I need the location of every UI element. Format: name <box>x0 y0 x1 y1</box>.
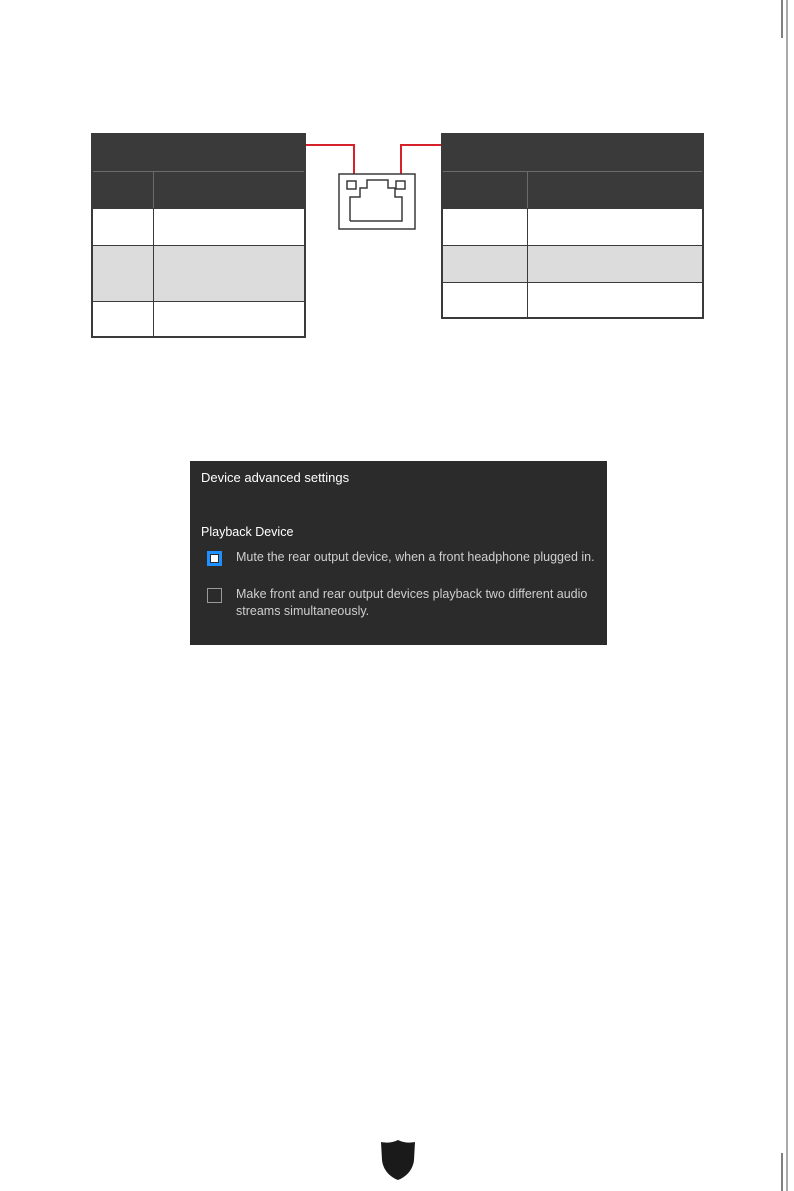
section-heading: Playback Device <box>201 525 294 539</box>
panel-title: Device advanced settings <box>201 470 350 485</box>
right-header-col2 <box>528 172 702 208</box>
mute-rear-checkbox[interactable] <box>207 551 222 566</box>
table-row <box>93 208 304 245</box>
right-led-table-header <box>443 171 702 208</box>
option-two-streams[interactable] <box>207 586 597 620</box>
two-streams-label: Make front and rear output devices playback two different audio streams simultaneously. <box>236 587 588 618</box>
table-row <box>93 301 304 338</box>
lan-port-icon <box>339 174 415 229</box>
left-row3-col1 <box>93 302 154 338</box>
right-header-col1 <box>443 172 528 208</box>
left-row1-col2 <box>154 209 304 245</box>
two-streams-checkbox[interactable] <box>207 588 222 603</box>
left-header-col1 <box>93 172 154 208</box>
right-row2-col2 <box>528 246 702 282</box>
right-row3-col2 <box>528 283 702 318</box>
lan-port-diagram <box>300 135 450 235</box>
right-row3-col1 <box>443 283 528 318</box>
right-row2-col1 <box>443 246 528 282</box>
mute-rear-label: Mute the rear output device, when a front headphone plugged in. <box>236 550 595 564</box>
right-row1-col1 <box>443 209 528 245</box>
left-row2-col1 <box>93 246 154 301</box>
msi-shield-icon <box>379 1138 417 1182</box>
table-row <box>93 245 304 301</box>
right-led-table-title <box>443 135 702 171</box>
left-row1-col1 <box>93 209 154 245</box>
right-row1-col2 <box>528 209 702 245</box>
table-row <box>443 245 702 282</box>
table-row <box>443 282 702 318</box>
left-row3-col2 <box>154 302 304 338</box>
left-led-table-header <box>93 171 304 208</box>
table-row <box>443 208 702 245</box>
left-header-col2 <box>154 172 304 208</box>
right-led-table <box>441 133 704 319</box>
device-advanced-settings-panel <box>190 461 607 645</box>
left-row2-col2 <box>154 246 304 301</box>
left-led-table-title <box>93 135 304 171</box>
option-mute-rear-output[interactable] <box>207 549 597 566</box>
left-led-table <box>91 133 306 338</box>
